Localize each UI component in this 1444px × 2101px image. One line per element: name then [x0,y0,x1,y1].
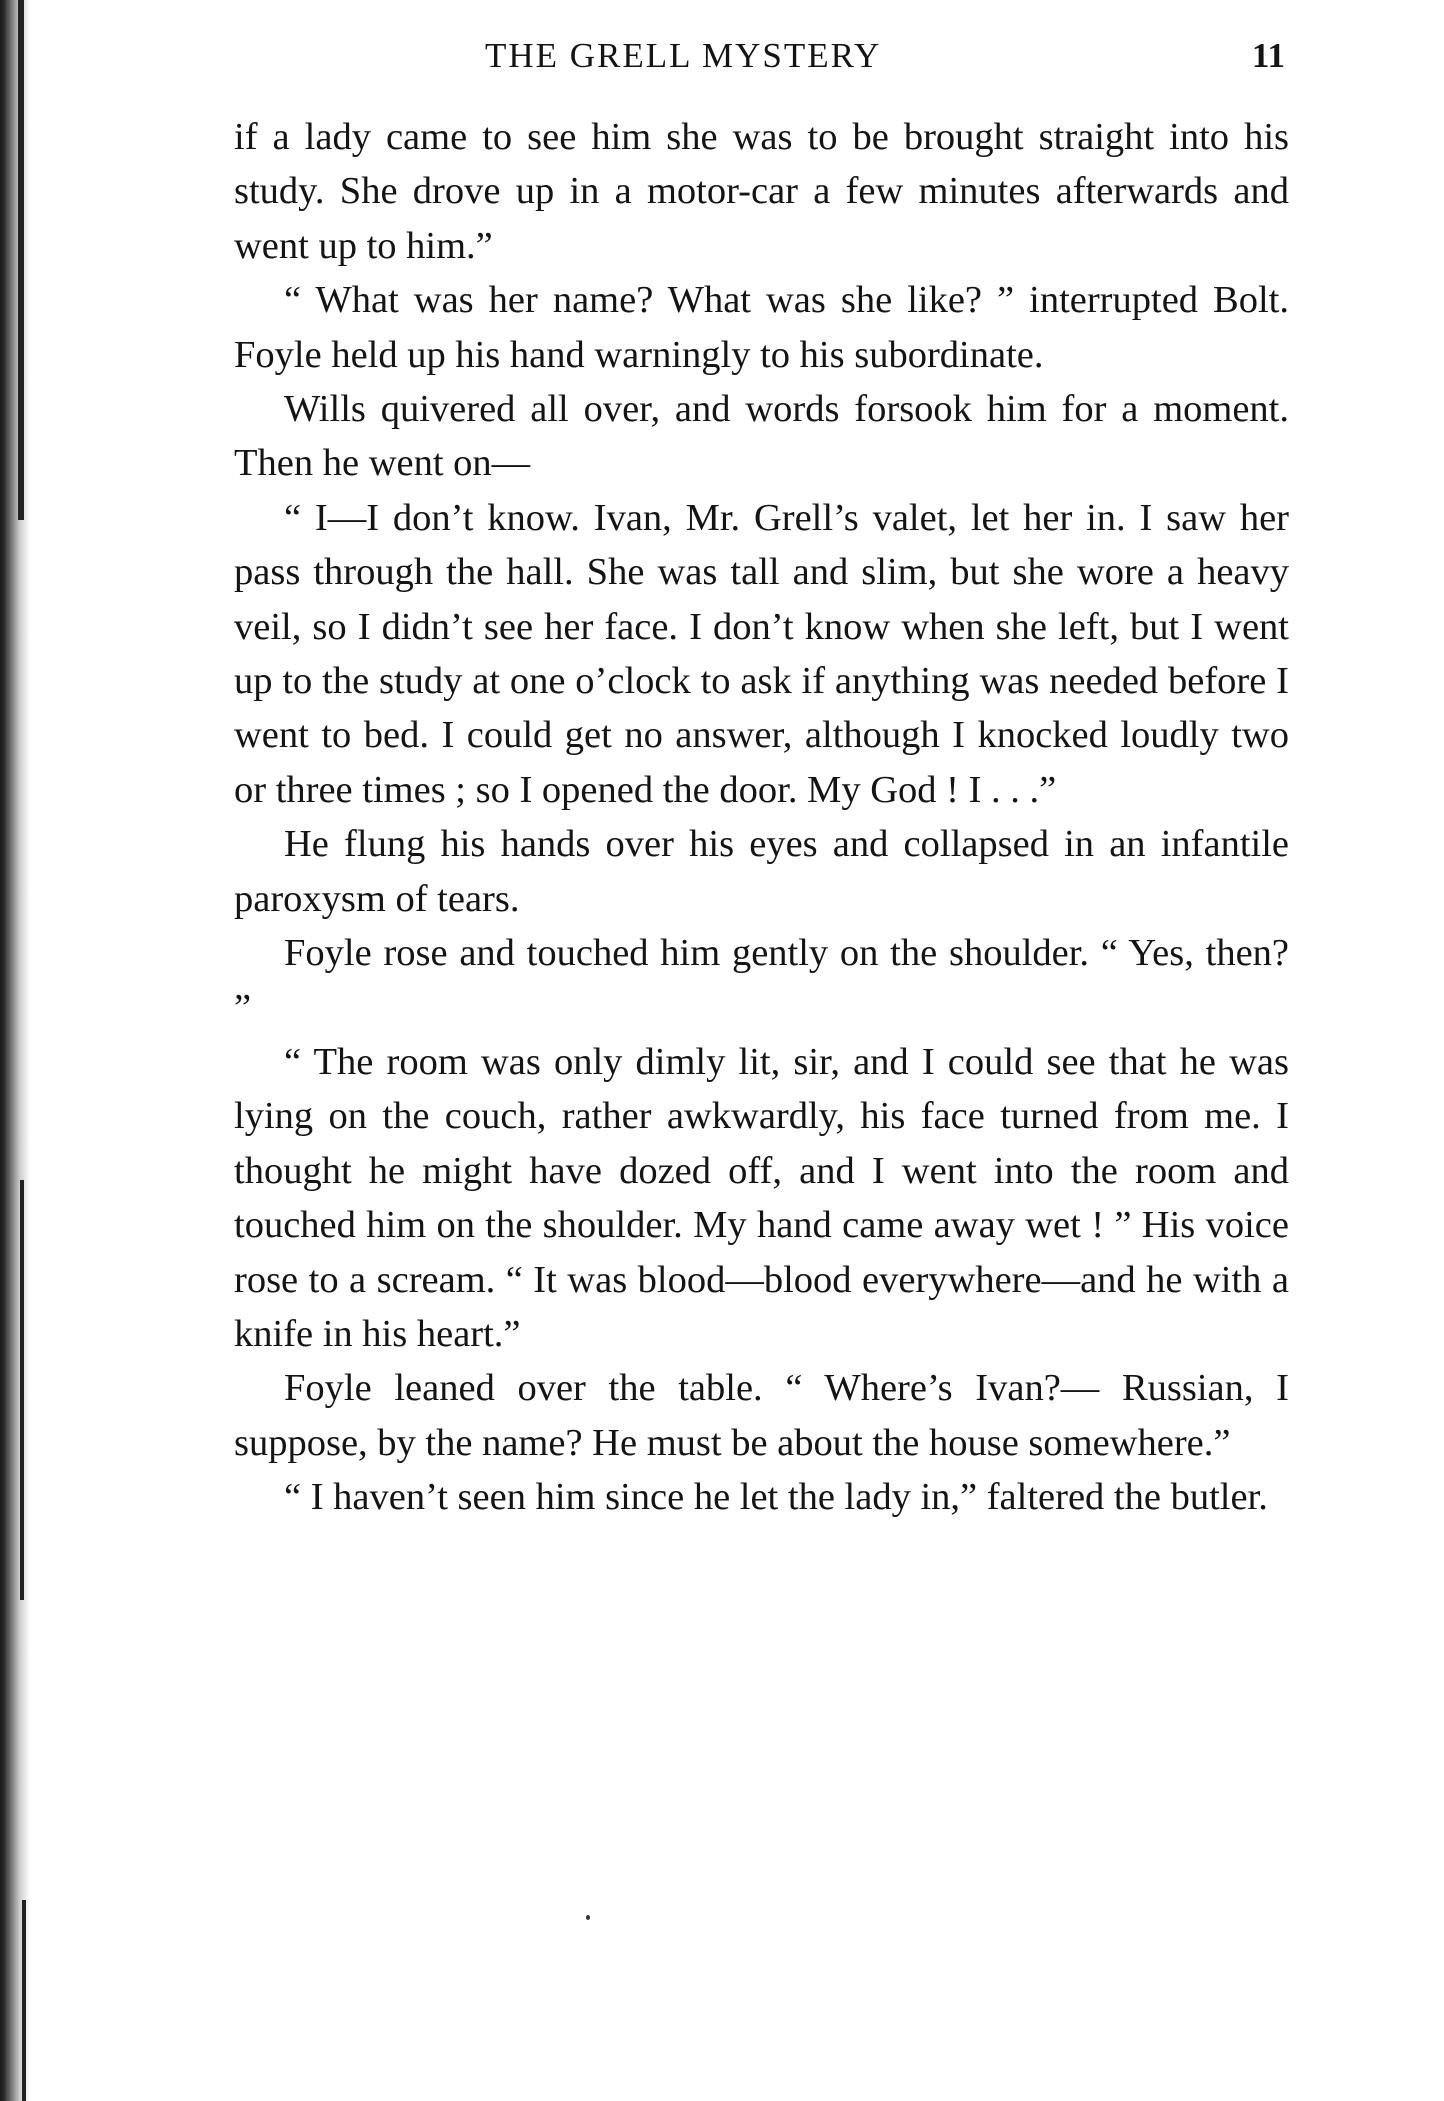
paragraph: “ What was her name? What was she like? ” interrupted Bolt. Foyle held up his hand warningly to his subordinate. [234,279,1289,376]
paragraph: “ I haven’t seen him since he let the lady in,” faltered the butler. [284,1476,1268,1519]
page-header [235,36,1285,80]
gutter-shadow-line [18,0,24,520]
print-speck [586,1915,590,1920]
gutter-shadow-line [20,1180,24,1600]
paragraph: “ I—I don’t know. Ivan, Mr. Grell’s valet, let her in. I saw her pass through the hall. She was tall and slim, but she wore a heavy veil, so I didn’t see her face. I don’t know when she left, but I went up to the study at one o’clock to ask if anything was needed before I went to bed. I could get no answer, although I knocked loudly two or three times ; so I opened the door. My God ! I . . .” [234,496,1289,811]
body-text [234,110,1289,1525]
paragraph: Foyle leaned over the table. “ Where’s Ivan?— Russian, I suppose, by the name? He must be about the house somewhere.” [234,1367,1289,1464]
paragraph: “ The room was only dimly lit, sir, and I could see that he was lying on the couch, rather awkwardly, his face turned from me. I thought he might have dozed off, and I went into the room and touched him on the shoulder. My hand came away wet ! ” His voice rose to a scream. “ It was blood—blood everywhere—and he with a knife in his heart.” [234,1040,1289,1355]
running-title: THE GRELL MYSTERY [485,36,882,75]
gutter-shadow-line [22,1900,26,2101]
paragraph: if a lady came to see him she was to be brought straight into his study. She drove up in a motor-car a few minutes afterwards and went up to him.” [234,116,1289,267]
paragraph: He flung his hands over his eyes and collapsed in an infantile paroxysm of tears. [234,823,1289,920]
page-number: 11 [1251,36,1285,75]
binding-gutter [0,0,30,2101]
paragraph: Foyle rose and touched him gently on the shoulder. “ Yes, then? ” [234,932,1289,1029]
paragraph: Wills quivered all over, and words forsook him for a moment. Then he went on— [234,388,1289,485]
